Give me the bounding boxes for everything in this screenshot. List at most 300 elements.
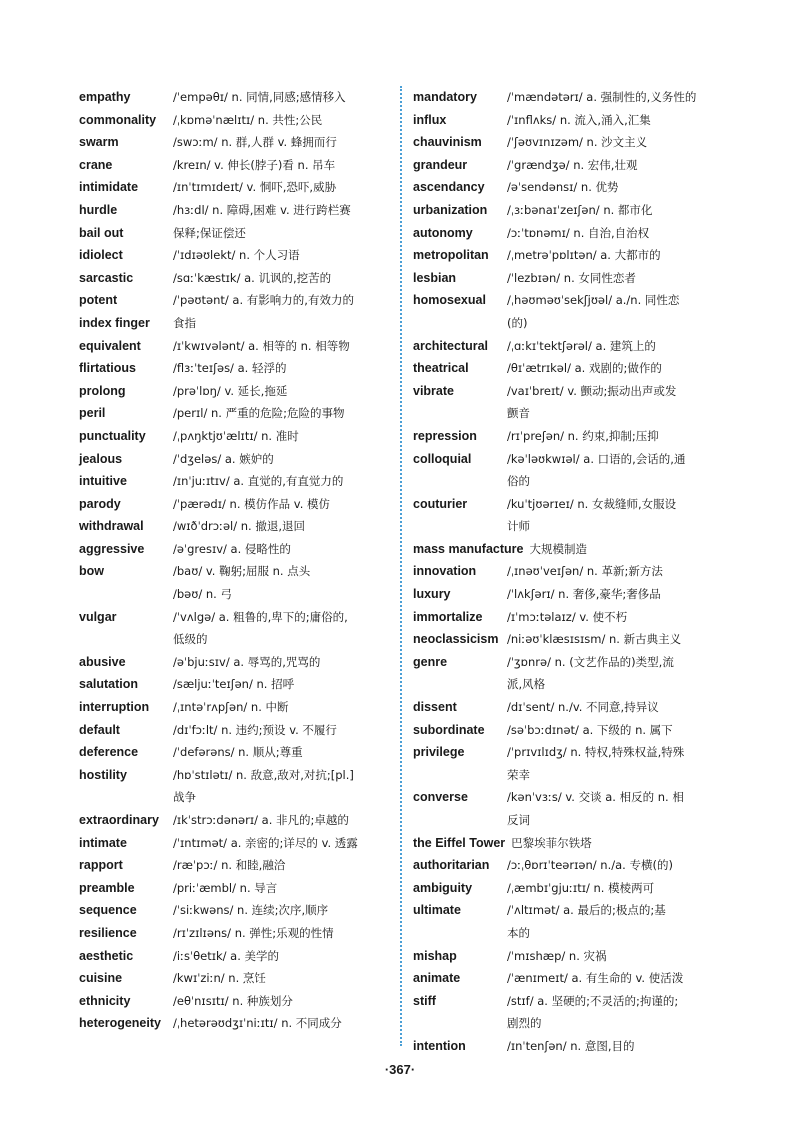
vocab-entry (413, 990, 723, 1035)
headword: jealous (79, 451, 123, 466)
definition-line: 巴黎埃菲尔铁塔 (511, 835, 592, 850)
definition-line: /ˈɪdɪəʊlekt/ n. 个人习语 (173, 248, 300, 263)
definition-line: /ɪnˈtɪmɪdeɪt/ v. 恫吓,恐吓,威胁 (173, 180, 337, 195)
definition (173, 560, 389, 605)
definition-continuation: 战争 (173, 790, 196, 805)
vocab-entry (79, 696, 389, 719)
definition-line: /ˈʌltɪmət/ a. 最后的;极点的;基 (507, 903, 666, 918)
vocab-entry (79, 289, 389, 312)
definition-line: /kwɪˈziːn/ n. 烹饪 (173, 971, 266, 986)
definition-line: /ˈdʒeləs/ a. 嫉妒的 (173, 451, 274, 466)
definition-line: /wɪðˈdrɔːəl/ n. 撤退,退回 (173, 519, 306, 534)
headword: bail out (79, 225, 124, 240)
definition (507, 493, 723, 538)
definition (173, 515, 389, 538)
vocab-entry (413, 696, 723, 719)
vocab-entry (79, 673, 389, 696)
definition-line: /ˌhetərəʊdʒɪˈniːɪtɪ/ n. 不同成分 (173, 1016, 342, 1031)
definition (507, 222, 723, 245)
headword: hurdle (79, 202, 118, 217)
definition (173, 357, 389, 380)
headword: interruption (79, 700, 150, 715)
definition-line: /ˈʃəʊvɪnɪzəm/ n. 沙文主义 (507, 135, 648, 150)
vocab-entry (413, 86, 723, 109)
definition (173, 696, 389, 719)
vocab-entry (413, 199, 723, 222)
vocab-entry (413, 832, 723, 855)
headword: ambiguity (413, 880, 473, 895)
definition-line: /ˈempəθɪ/ n. 同情,同感;感情移入 (173, 90, 346, 104)
vocab-entry (79, 109, 389, 132)
definition (507, 131, 723, 154)
definition (511, 832, 723, 855)
definition (507, 628, 723, 651)
definition-line: /ˌmetrəˈpɒlɪtən/ a. 大都市的 (507, 248, 661, 263)
vocab-entry (413, 154, 723, 177)
definition (173, 990, 389, 1013)
definition (507, 109, 723, 132)
definition-line: /ˈænɪmeɪt/ a. 有生命的 v. 使活泼 (507, 971, 684, 986)
vocab-entry (413, 786, 723, 831)
vocab-entry (79, 267, 389, 290)
headword: architectural (413, 338, 489, 353)
vocab-entry (413, 899, 723, 944)
vocab-entry (79, 448, 389, 471)
definition (507, 583, 723, 606)
headword: mass manufacture (413, 541, 524, 556)
headword: cuisine (79, 971, 123, 986)
headword: vulgar (79, 609, 117, 624)
definition (507, 267, 723, 290)
definition (507, 176, 723, 199)
definition-line: /priːˈæmbl/ n. 导言 (173, 880, 278, 895)
definition (507, 854, 723, 877)
headword: abusive (79, 654, 126, 669)
vocab-entry (413, 425, 723, 448)
definition (173, 854, 389, 877)
definition (173, 764, 389, 809)
definition-line: /ˈdefərəns/ n. 顺从;尊重 (173, 745, 303, 760)
vocab-entry (413, 945, 723, 968)
definition (173, 899, 389, 922)
vocab-entry (79, 764, 389, 809)
definition (173, 380, 389, 403)
definition (507, 1035, 723, 1058)
definition (507, 945, 723, 968)
definition (173, 448, 389, 471)
headword: potent (79, 293, 118, 308)
headword: resilience (79, 925, 137, 940)
definition (507, 335, 723, 358)
vocab-entry (79, 945, 389, 968)
headword: intention (413, 1038, 466, 1053)
headword: grandeur (413, 157, 468, 172)
definition-line: /ˈpærədɪ/ n. 模仿作品 v. 模仿 (173, 496, 331, 511)
vocab-entry (79, 470, 389, 493)
definition-line: /ˈvʌlgə/ a. 粗鲁的,卑下的;庸俗的, (173, 609, 348, 624)
definition (173, 922, 389, 945)
definition-continuation: 低级的 (173, 632, 208, 647)
vocab-entry (79, 719, 389, 742)
definition (507, 380, 723, 425)
vocab-entry (79, 222, 389, 245)
headword: homosexual (413, 293, 486, 308)
vocab-entry (79, 154, 389, 177)
definition-line: 食指 (173, 315, 196, 330)
definition (173, 222, 389, 245)
headword: theatrical (413, 361, 469, 376)
definition-line: /kəˈləʊkwɪəl/ a. 口语的,会话的,通 (507, 451, 686, 466)
vocab-entry (413, 176, 723, 199)
definition-line: /ˈsiːkwəns/ n. 连续;次序,顺序 (173, 903, 329, 918)
definition (507, 877, 723, 900)
definition (173, 244, 389, 267)
vocab-entry (79, 131, 389, 154)
column-divider (400, 86, 402, 1046)
headword: influx (413, 112, 447, 127)
headword: punctuality (79, 428, 146, 443)
definition-line: /ˈɪnflʌks/ n. 流入,涌入,汇集 (507, 112, 651, 127)
vocab-entry (413, 244, 723, 267)
definition (173, 289, 389, 312)
definition (173, 493, 389, 516)
headword: index finger (79, 315, 150, 330)
vocab-entry (413, 741, 723, 786)
definition (173, 154, 389, 177)
headword: lesbian (413, 270, 457, 285)
definition-line: /səˈbɔːdɪnət/ a. 下级的 n. 属下 (507, 722, 673, 737)
right-column (413, 86, 723, 1058)
definition-line: /kuˈtjʊərɪeɪ/ n. 女裁缝师,女服设 (507, 496, 677, 511)
definition-line: /əˈgresɪv/ a. 侵略性的 (173, 541, 291, 556)
definition-line: /ˈʒɒnrə/ n. (文艺作品的)类型,流 (507, 654, 674, 669)
definition-line: /ɔːˈtɒnəmɪ/ n. 自治,自治权 (507, 225, 650, 240)
vocab-entry (79, 854, 389, 877)
definition-line: /ɪnˈjuːɪtɪv/ a. 直觉的,有直觉力的 (173, 474, 344, 489)
definition (173, 832, 389, 855)
definition-line: /ˌpʌŋktjʊˈælɪtɪ/ n. 准时 (173, 428, 299, 443)
headword: ultimate (413, 903, 461, 918)
headword: urbanization (413, 202, 488, 217)
definition-line: /ˌɪntəˈrʌpʃən/ n. 中断 (173, 700, 289, 715)
vocab-entry (79, 560, 389, 605)
vocab-entry (79, 176, 389, 199)
definition-line: /vaɪˈbreɪt/ v. 颤动;振动出声或发 (507, 383, 677, 398)
headword: the Eiffel Tower (413, 835, 506, 850)
definition (173, 651, 389, 674)
definition-line: /iːsˈθetɪk/ a. 美学的 (173, 948, 280, 963)
definition-line: /ˌhəʊməʊˈsekʃjʊəl/ a./n. 同性恋 (507, 293, 680, 308)
definition-continuation: 颤音 (507, 406, 530, 421)
definition (173, 945, 389, 968)
definition-continuation: 本的 (507, 925, 530, 940)
definition (507, 990, 723, 1035)
vocab-entry (413, 538, 723, 561)
headword: metropolitan (413, 248, 489, 263)
definition-line: /kreɪn/ v. 伸长(脖子)看 n. 吊车 (173, 157, 336, 172)
vocab-entry (79, 357, 389, 380)
vocab-entry (413, 719, 723, 742)
definition (173, 176, 389, 199)
headword: withdrawal (79, 519, 144, 534)
definition (173, 402, 389, 425)
headword: authoritarian (413, 858, 490, 873)
definition-line: /ɔːˌθɒrɪˈteərɪən/ n./a. 专横(的) (507, 858, 673, 873)
vocab-entry (79, 538, 389, 561)
headword: deference (79, 745, 139, 760)
headword: chauvinism (413, 135, 482, 150)
definition (507, 606, 723, 629)
headword: dissent (413, 700, 457, 715)
definition-line: /prəˈlɒŋ/ v. 延长,拖延 (173, 383, 288, 398)
definition (173, 967, 389, 990)
definition-line: /ˈmɪshæp/ n. 灾祸 (507, 948, 607, 963)
vocab-entry (413, 109, 723, 132)
headword: intimidate (79, 180, 139, 195)
definition-line: /rɪˈpreʃən/ n. 约束,抑制;压抑 (507, 428, 659, 443)
definition-line: /ˌɑːkɪˈtektʃərəl/ a. 建筑上的 (507, 338, 656, 353)
definition (507, 154, 723, 177)
definition (507, 448, 723, 493)
definition-continuation: 派,风格 (507, 677, 546, 692)
vocab-entry (413, 628, 723, 651)
headword: sequence (79, 903, 137, 918)
headword: animate (413, 971, 461, 986)
definition-line: /ɪˈmɔːtəlaɪz/ v. 使不朽 (507, 609, 628, 624)
vocab-entry (79, 990, 389, 1013)
vocab-entry (413, 651, 723, 696)
definition-line: /perɪl/ n. 严重的危险;危险的事物 (173, 406, 345, 421)
definition (507, 696, 723, 719)
vocab-entry (413, 131, 723, 154)
definition-line: /baʊ/ v. 鞠躬;屈服 n. 点头 (173, 564, 311, 579)
vocab-entry (413, 854, 723, 877)
definition-line: /ˌæmbɪˈgjuːɪtɪ/ n. 模棱两可 (507, 880, 655, 895)
vocab-entry (79, 967, 389, 990)
definition (507, 357, 723, 380)
definition-line: /hɒˈstɪlətɪ/ n. 敌意,敌对,对抗;[pl.] (173, 767, 354, 782)
vocab-entry (413, 222, 723, 245)
definition (173, 741, 389, 764)
definition-line: /rɪˈzɪlɪəns/ n. 弹性;乐观的性情 (173, 925, 334, 940)
headword: genre (413, 654, 448, 669)
definition-line: /ɪkˈstrɔːdənərɪ/ a. 非凡的;卓越的 (173, 813, 349, 827)
definition (507, 741, 723, 786)
vocab-entry (413, 606, 723, 629)
definition-line: /ˈpəʊtənt/ a. 有影响力的,有效力的 (173, 293, 354, 308)
definition-line: /ˌɜːbənaɪˈzeɪʃən/ n. 都市化 (507, 202, 653, 217)
definition (173, 673, 389, 696)
headword: luxury (413, 587, 451, 602)
headword: ascendancy (413, 180, 485, 195)
vocab-entry (79, 86, 389, 109)
definition (173, 267, 389, 290)
definition-continuation: 反词 (507, 813, 530, 827)
definition-line: /ˈlezbɪən/ n. 女同性恋者 (507, 270, 636, 285)
definition-line: 大规模制造 (529, 541, 587, 556)
vocab-entry (79, 493, 389, 516)
headword: subordinate (413, 722, 485, 737)
definition-line: /stɪf/ a. 坚硬的;不灵活的;拘谨的; (507, 993, 679, 1008)
vocab-entry (79, 922, 389, 945)
headword: preamble (79, 880, 135, 895)
definition (173, 809, 389, 832)
definition (173, 199, 389, 222)
headword: innovation (413, 564, 477, 579)
vocab-entry (413, 493, 723, 538)
headword: extraordinary (79, 813, 159, 827)
headword: swarm (79, 135, 119, 150)
definition-line: 保释;保证偿还 (173, 225, 246, 240)
definition (173, 719, 389, 742)
definition-line: /sæljuːˈteɪʃən/ n. 招呼 (173, 677, 295, 692)
headword: idiolect (79, 248, 123, 263)
vocab-entry (79, 515, 389, 538)
definition (507, 86, 723, 109)
vocab-entry (413, 877, 723, 900)
headword: salutation (79, 677, 139, 692)
definition-line: /sɑːˈkæstɪk/ a. 讥讽的,挖苦的 (173, 270, 332, 285)
headword: immortalize (413, 609, 483, 624)
headword: equivalent (79, 338, 141, 353)
headword: aesthetic (79, 948, 134, 963)
vocab-entry (79, 651, 389, 674)
definition-line: /dɪˈsent/ n./v. 不同意,持异议 (507, 700, 659, 715)
definition (507, 289, 723, 334)
definition-line: /ˈprɪvɪlɪdʒ/ n. 特权,特殊权益,特殊 (507, 745, 685, 760)
definition-line: /ˌɪnəʊˈveɪʃən/ n. 革新;新方法 (507, 564, 663, 579)
vocab-entry (413, 1035, 723, 1058)
headword: colloquial (413, 451, 472, 466)
definition-line: /ˌkɒməˈnælɪtɪ/ n. 共性;公民 (173, 112, 323, 127)
definition (507, 560, 723, 583)
vocab-entry (79, 335, 389, 358)
definition (529, 538, 723, 561)
vocab-entry (79, 1012, 389, 1035)
definition (173, 312, 389, 335)
vocab-entry (79, 380, 389, 403)
definition (173, 335, 389, 358)
definition-line: /ˈgrændʒə/ n. 宏伟,壮观 (507, 157, 638, 172)
headword: converse (413, 790, 468, 805)
definition-line: /eθˈnɪsɪtɪ/ n. 种族划分 (173, 993, 293, 1008)
vocab-entry (413, 267, 723, 290)
definition-continuation: 荣幸 (507, 767, 530, 782)
definition (507, 244, 723, 267)
headword: sarcastic (79, 270, 134, 285)
definition (507, 786, 723, 831)
vocab-entry (79, 606, 389, 651)
definition (173, 1012, 389, 1035)
vocab-entry (413, 289, 723, 334)
definition-line: /əˈbjuːsɪv/ a. 辱骂的,咒骂的 (173, 654, 321, 669)
vocab-entry (79, 809, 389, 832)
headword: couturier (413, 496, 468, 511)
definition (173, 425, 389, 448)
definition-line: /hɜːdl/ n. 障碍,困难 v. 进行跨栏赛 (173, 202, 351, 217)
headword: flirtatious (79, 361, 136, 376)
definition (507, 899, 723, 944)
headword: commonality (79, 112, 157, 127)
definition (507, 651, 723, 696)
page-number: ·367· (384, 1062, 416, 1077)
vocab-entry (79, 402, 389, 425)
definition-line: /əˈsendənsɪ/ n. 优势 (507, 180, 619, 195)
headword: prolong (79, 383, 126, 398)
headword: privilege (413, 745, 465, 760)
definition-line: /ˈlʌkʃərɪ/ n. 奢侈,豪华;奢侈品 (507, 587, 661, 602)
vocab-entry (79, 899, 389, 922)
definition (173, 877, 389, 900)
headword: heterogeneity (79, 1016, 161, 1031)
headword: bow (79, 564, 104, 579)
vocab-entry (79, 741, 389, 764)
definition-line: /niːəʊˈklæsɪsɪsm/ n. 新古典主义 (507, 632, 682, 647)
headword: neoclassicism (413, 632, 499, 647)
headword: autonomy (413, 225, 473, 240)
headword: intuitive (79, 474, 127, 489)
headword: empathy (79, 90, 131, 104)
definition-line: /ɪnˈtenʃən/ n. 意图,目的 (507, 1038, 635, 1053)
vocab-entry (79, 199, 389, 222)
definition-line: /kənˈvɜːs/ v. 交谈 a. 相反的 n. 相 (507, 790, 684, 805)
vocab-entry (413, 380, 723, 425)
definition (173, 538, 389, 561)
definition-line: /dɪˈfɔːlt/ n. 违约;预设 v. 不履行 (173, 722, 337, 737)
definition (507, 199, 723, 222)
definition-continuation: 俗的 (507, 474, 530, 489)
vocab-entry (79, 244, 389, 267)
headword: vibrate (413, 383, 454, 398)
definition (173, 606, 389, 651)
definition-line: /θɪˈætrɪkəl/ a. 戏剧的;做作的 (507, 361, 662, 376)
definition-line: /flɜːˈteɪʃəs/ a. 轻浮的 (173, 361, 287, 376)
vocab-entry (413, 357, 723, 380)
vocab-entry (79, 877, 389, 900)
definition-continuation: (的) (507, 315, 528, 330)
definition (173, 131, 389, 154)
definition (507, 967, 723, 990)
vocab-entry (413, 560, 723, 583)
headword: mishap (413, 948, 457, 963)
headword: hostility (79, 767, 127, 782)
headword: default (79, 722, 120, 737)
left-column (79, 86, 389, 1035)
headword: intimate (79, 835, 127, 850)
headword: rapport (79, 858, 123, 873)
headword: parody (79, 496, 121, 511)
definition (507, 425, 723, 448)
definition-continuation: /bəʊ/ n. 弓 (173, 587, 232, 602)
headword: crane (79, 157, 113, 172)
vocab-entry (79, 832, 389, 855)
definition (173, 86, 389, 109)
definition (173, 109, 389, 132)
definition (173, 470, 389, 493)
vocab-entry (413, 448, 723, 493)
headword: ethnicity (79, 993, 131, 1008)
vocab-entry (413, 583, 723, 606)
vocab-entry (79, 425, 389, 448)
definition-continuation: 剧烈的 (507, 1016, 542, 1031)
headword: mandatory (413, 90, 477, 104)
definition-line: /swɔːm/ n. 群,人群 v. 蜂拥而行 (173, 135, 337, 150)
definition-continuation: 计师 (507, 519, 530, 534)
headword: aggressive (79, 541, 145, 556)
vocab-entry (79, 312, 389, 335)
definition-line: /ræˈpɔː/ n. 和睦,融洽 (173, 858, 286, 873)
definition (507, 719, 723, 742)
